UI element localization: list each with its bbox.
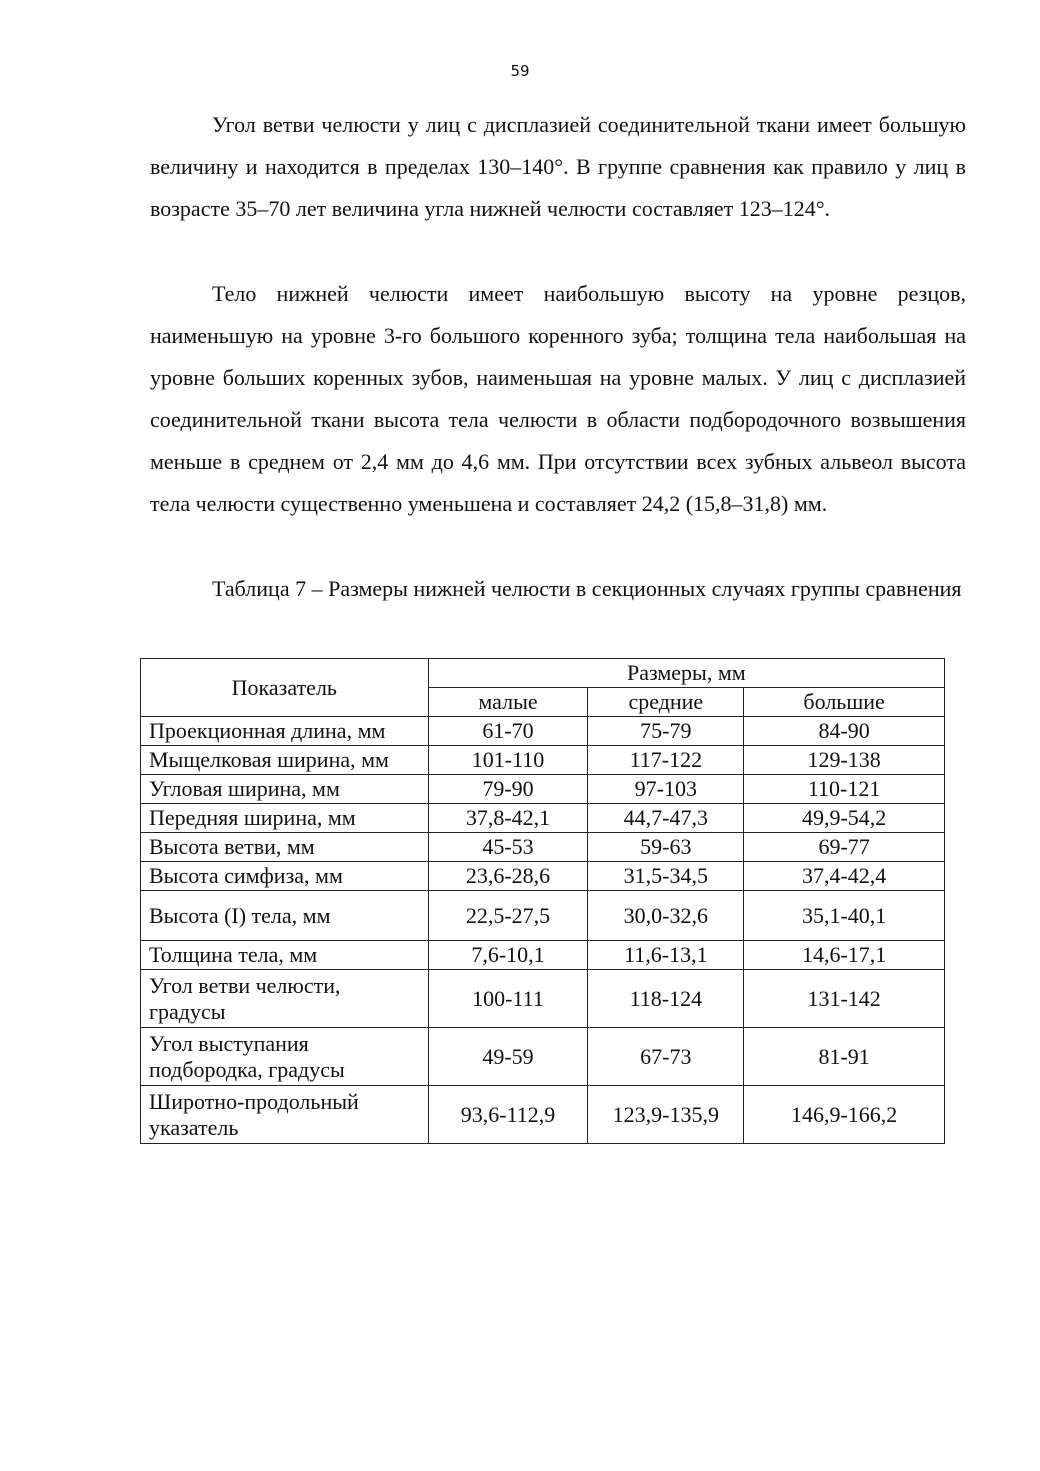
cell-medium: 123,9-135,9 (588, 1086, 744, 1144)
row-label: Передняя ширина, мм (141, 804, 429, 833)
cell-medium: 31,5-34,5 (588, 862, 744, 891)
cell-large: 146,9-166,2 (744, 1086, 945, 1144)
row-label: Высота симфиза, мм (141, 862, 429, 891)
table-row (141, 891, 945, 941)
row-label: Проекционная длина, мм (141, 717, 429, 746)
row-label: Угловая ширина, мм (141, 775, 429, 804)
cell-large: 131-142 (744, 970, 945, 1028)
table-row (141, 804, 945, 833)
table-row (141, 833, 945, 862)
cell-small: 22,5-27,5 (428, 891, 588, 941)
row-label: Высота ветви, мм (141, 833, 429, 862)
subheader-large: большие (744, 688, 945, 717)
table-row (141, 941, 945, 970)
row-label: Широтно-продольный указатель (141, 1086, 429, 1144)
cell-medium: 117-122 (588, 746, 744, 775)
cell-medium: 59-63 (588, 833, 744, 862)
cell-medium: 75-79 (588, 717, 744, 746)
row-label: Угол ветви челюсти, градусы (141, 970, 429, 1028)
cell-large: 49,9-54,2 (744, 804, 945, 833)
cell-large: 35,1-40,1 (744, 891, 945, 941)
page-number: 59 (510, 62, 530, 80)
table-row (141, 717, 945, 746)
cell-large: 110-121 (744, 775, 945, 804)
row-label: Угол выступания подбородка, градусы (141, 1028, 429, 1086)
cell-medium: 11,6-13,1 (588, 941, 744, 970)
cell-small: 79-90 (428, 775, 588, 804)
table-row (141, 775, 945, 804)
cell-large: 37,4-42,4 (744, 862, 945, 891)
cell-medium: 67-73 (588, 1028, 744, 1086)
cell-small: 23,6-28,6 (428, 862, 588, 891)
table-row (141, 746, 945, 775)
header-indicator: Показатель (141, 659, 429, 717)
header-sizes: Размеры, мм (428, 659, 944, 688)
cell-large: 69-77 (744, 833, 945, 862)
subheader-small: малые (428, 688, 588, 717)
cell-small: 37,8-42,1 (428, 804, 588, 833)
cell-medium: 118-124 (588, 970, 744, 1028)
cell-medium: 97-103 (588, 775, 744, 804)
cell-small: 7,6-10,1 (428, 941, 588, 970)
table-caption: Таблица 7 – Размеры нижней челюсти в секционных случаях группы сравнения (212, 576, 962, 601)
row-label: Мыщелковая ширина, мм (141, 746, 429, 775)
cell-small: 100-111 (428, 970, 588, 1028)
row-label: Высота (I) тела, мм (141, 891, 429, 941)
cell-small: 61-70 (428, 717, 588, 746)
cell-large: 81-91 (744, 1028, 945, 1086)
cell-large: 84-90 (744, 717, 945, 746)
cell-small: 49-59 (428, 1028, 588, 1086)
cell-small: 101-110 (428, 746, 588, 775)
cell-small: 93,6-112,9 (428, 1086, 588, 1144)
cell-large: 129-138 (744, 746, 945, 775)
cell-small: 45-53 (428, 833, 588, 862)
table-row (141, 862, 945, 891)
paragraph-mandible-body: Тело нижней челюсти имеет наибольшую высоту на уровне резцов, наименьшую на уровне 3-го большого коренного зуба; толщина тела наибольшая на уровне больших коренных зубов, наименьшая на уровне малых. У лиц с дисплазией соединительной ткани высота тела челюсти в области подбородочного возвышения меньше в среднем от 2,4 мм до 4,6 мм. При отсутствии всех зубных альвеол высота тела челюсти существенно уменьшена и составляет 24,2 (15,8–31,8) мм. (150, 281, 966, 516)
table-row (141, 970, 945, 1028)
subheader-medium: средние (588, 688, 744, 717)
table-row (141, 1028, 945, 1086)
row-label: Толщина тела, мм (141, 941, 429, 970)
table-row (141, 1086, 945, 1144)
mandible-dimensions-table (140, 658, 945, 1144)
cell-large: 14,6-17,1 (744, 941, 945, 970)
paragraph-mandible-angle: Угол ветви челюсти у лиц с дисплазией соединительной ткани имеет большую величину и находится в пределах 130–140°. В группе сравнения как правило у лиц в возрасте 35–70 лет величина угла нижней челюсти составляет 123–124°. (150, 112, 966, 221)
cell-medium: 44,7-47,3 (588, 804, 744, 833)
cell-medium: 30,0-32,6 (588, 891, 744, 941)
